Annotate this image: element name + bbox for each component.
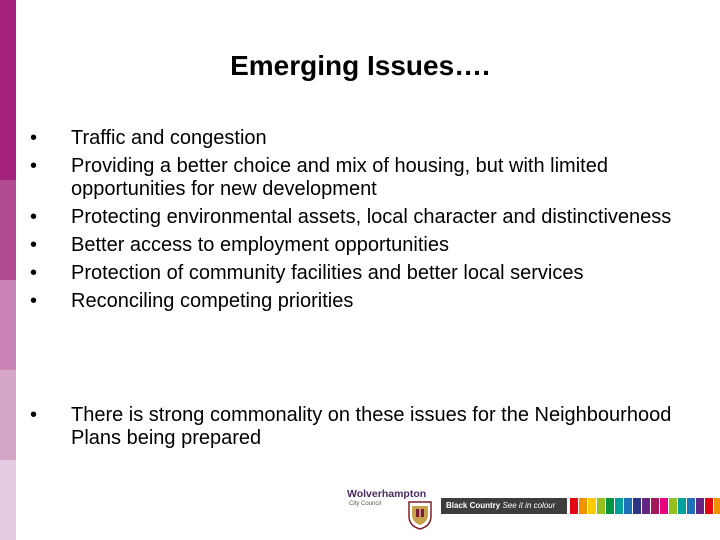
bullet-icon: • (30, 155, 38, 177)
side-bar-segment (0, 370, 16, 460)
colour-strip (696, 498, 704, 514)
list-item-text: Providing a better choice and mix of housing, but with limited opportunities for new development (71, 155, 608, 200)
bullet-icon: • (30, 206, 38, 228)
bullet-icon: • (30, 262, 38, 284)
black-country-banner (441, 498, 567, 514)
commonality-list (30, 404, 690, 455)
bullet-icon: • (30, 290, 38, 312)
bullet-icon: • (30, 127, 38, 149)
colour-strip (678, 498, 686, 514)
list-item-text: There is strong commonality on these issues for the Neighbourhood Plans being prepared (71, 404, 672, 449)
list-item (30, 234, 690, 257)
colour-strip (669, 498, 677, 514)
side-bar-segment (0, 180, 16, 280)
issues-list (30, 127, 690, 318)
colour-strip (579, 498, 587, 514)
colour-strip (597, 498, 605, 514)
side-bar-segment (0, 280, 16, 370)
wolverhampton-logo (347, 488, 435, 532)
list-item-text: Better access to employment opportunities (71, 234, 449, 256)
list-item (30, 155, 690, 201)
bullet-icon: • (30, 404, 38, 426)
list-item (30, 262, 690, 285)
side-bar-segment (0, 0, 16, 180)
council-subtitle: City Council (349, 501, 382, 507)
colour-strip (615, 498, 623, 514)
black-country-label: Black Country (446, 501, 501, 510)
side-bar-segment (0, 460, 16, 540)
colour-strip (705, 498, 713, 514)
colour-strip (606, 498, 614, 514)
bullet-icon: • (30, 234, 38, 256)
colour-strip (588, 498, 596, 514)
colour-strip (642, 498, 650, 514)
list-item-text: Protecting environmental assets, local character and distinctiveness (71, 206, 672, 228)
colour-strip (570, 498, 578, 514)
colour-strips (570, 498, 720, 514)
colour-strip (633, 498, 641, 514)
list-item-text: Reconciling competing priorities (71, 290, 354, 312)
black-country-tagline: See it in colour (502, 501, 556, 510)
list-item (30, 127, 690, 150)
colour-strip (624, 498, 632, 514)
list-item-text: Protection of community facilities and better local services (71, 262, 584, 284)
crest-icon (407, 500, 433, 530)
colour-strip (714, 498, 720, 514)
list-item (30, 290, 690, 313)
council-name: Wolverhampton (347, 488, 427, 500)
colour-strip (687, 498, 695, 514)
list-item-text: Traffic and congestion (71, 127, 267, 149)
list-item (30, 206, 690, 229)
list-item (30, 404, 690, 450)
slide-title: Emerging Issues…. (230, 50, 490, 81)
colour-strip (660, 498, 668, 514)
colour-strip (651, 498, 659, 514)
